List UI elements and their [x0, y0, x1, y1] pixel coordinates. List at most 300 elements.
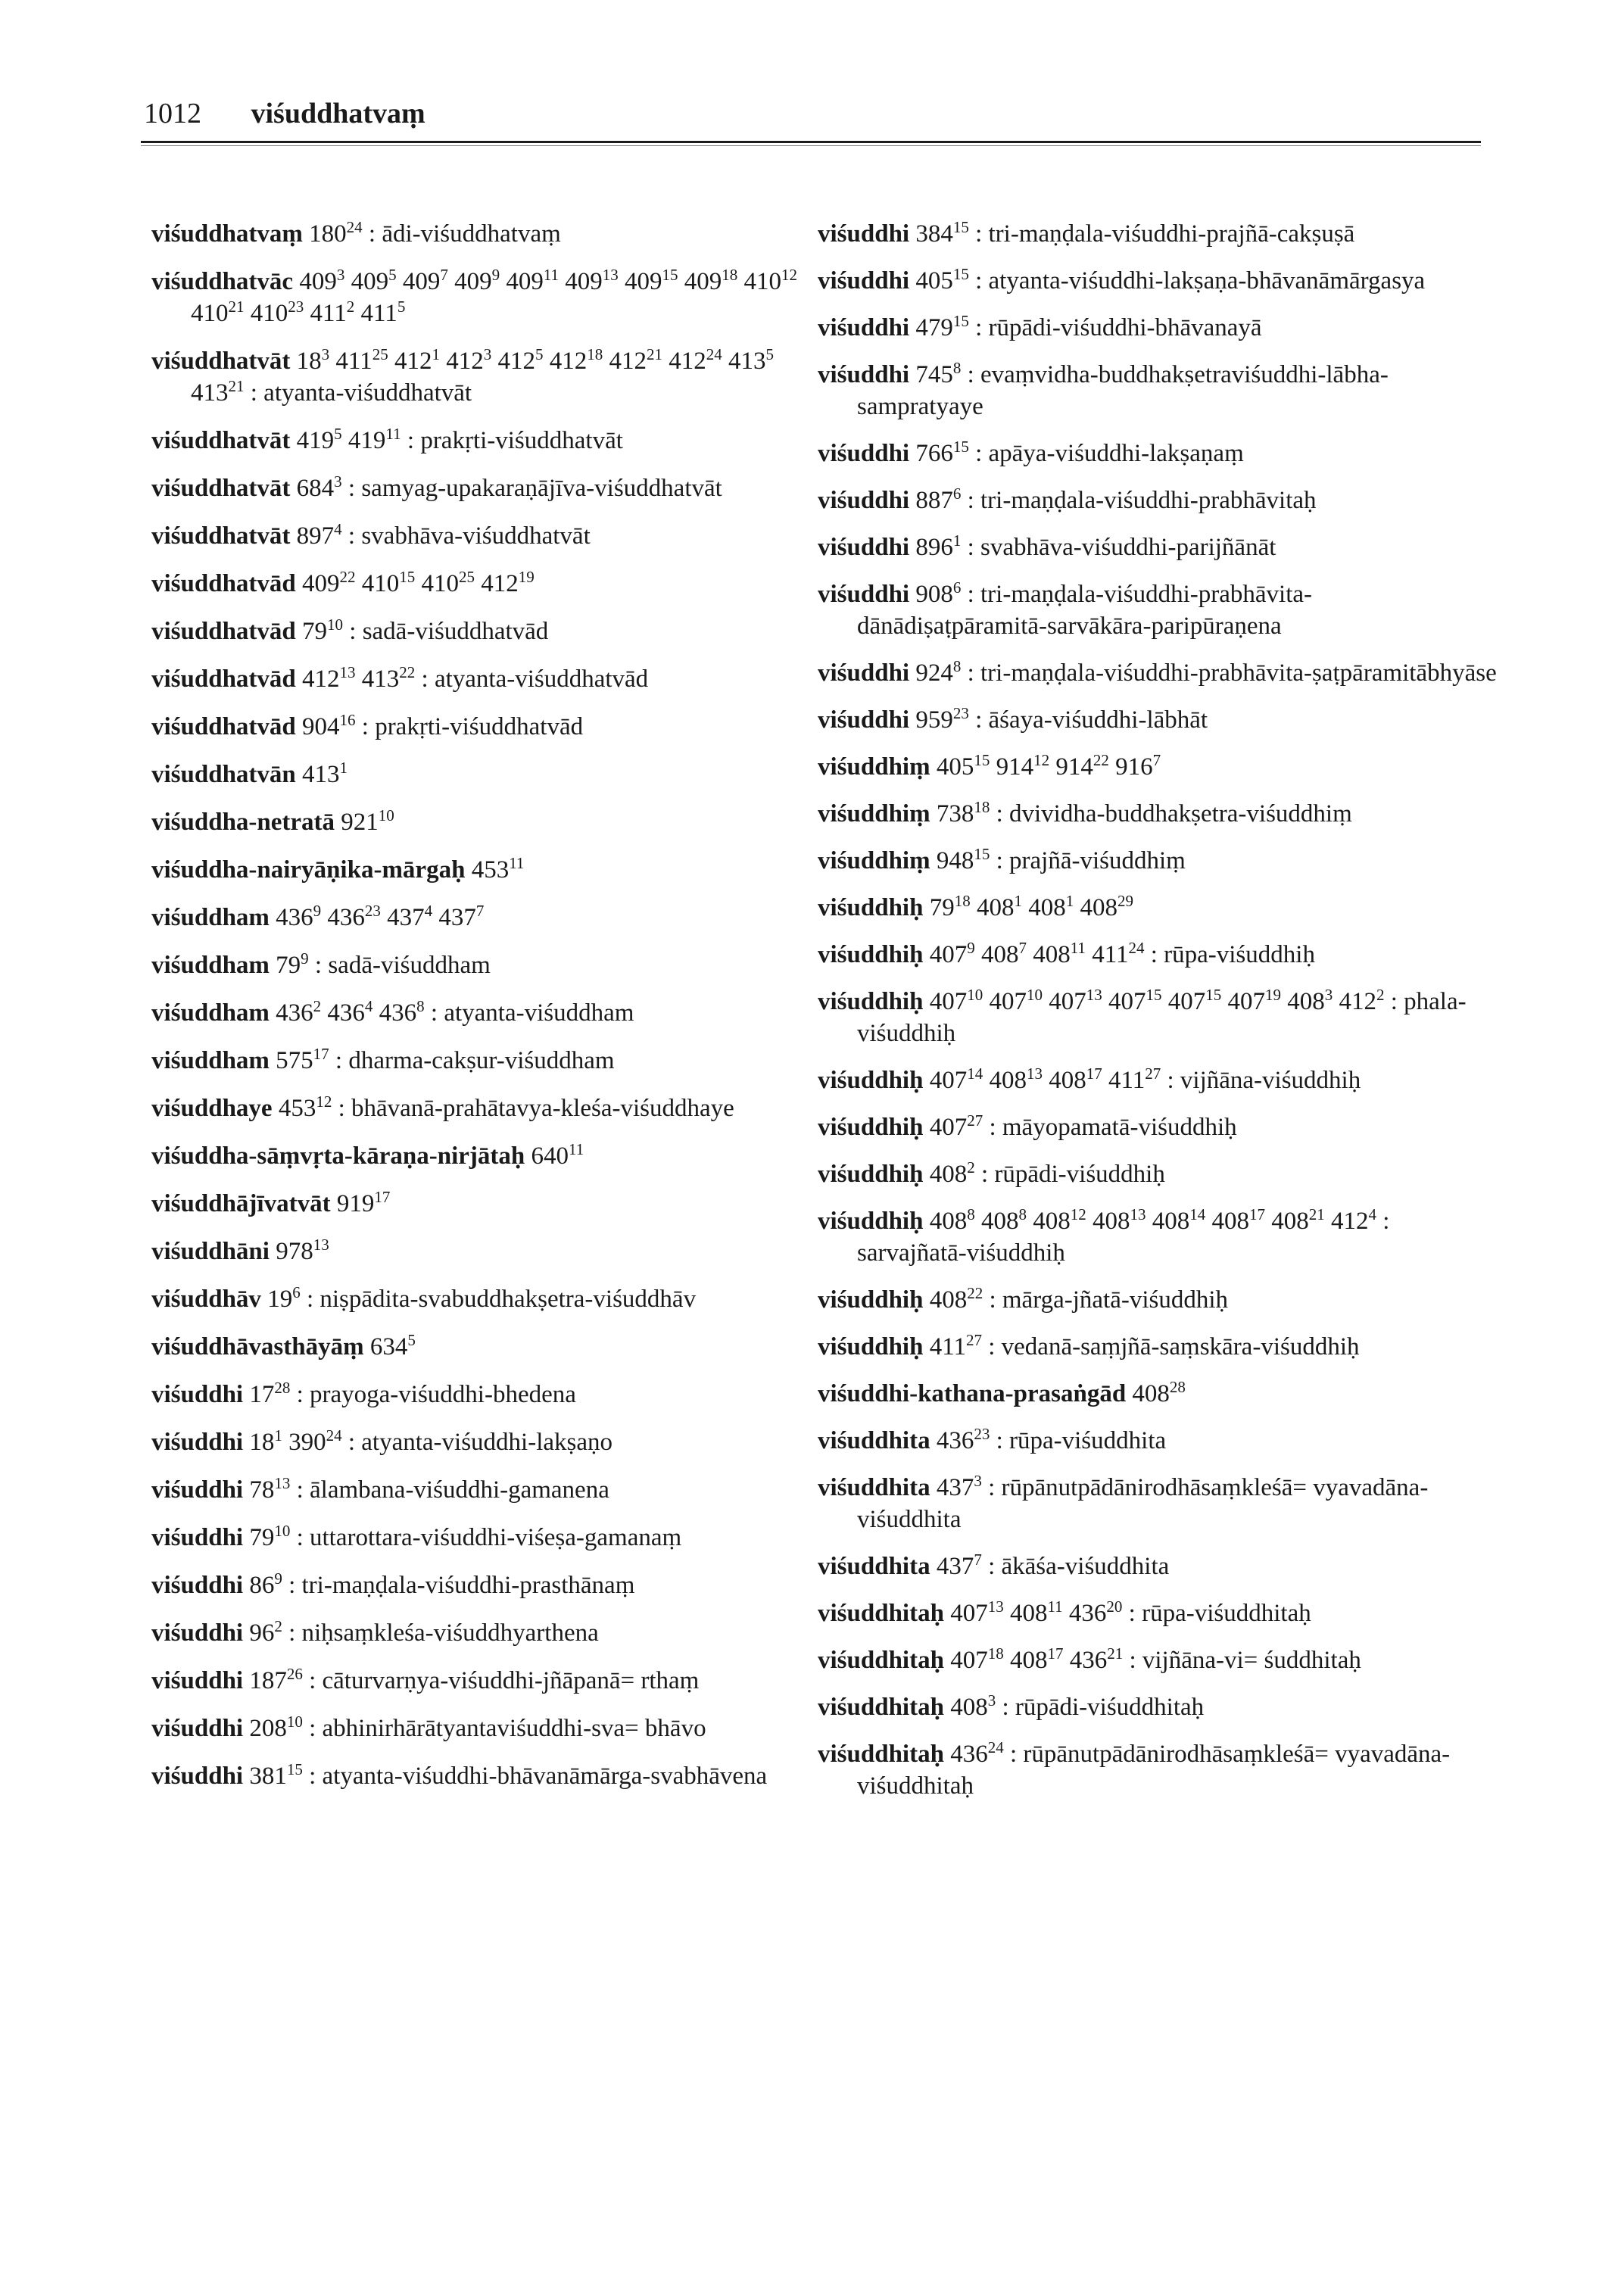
- page-reference: $921^{10}$: [341, 806, 394, 836]
- entry-context: uttarottara-viśuddhi-viśeṣa-gamanaṃ: [310, 1524, 682, 1551]
- page-reference: $453^{11}$: [471, 854, 525, 884]
- entry-headword: viśuddha-nairyāṇika-mārgaḥ: [151, 856, 466, 884]
- entry-context: atyanta-viśuddhi-lakṣaṇo: [361, 1429, 613, 1456]
- index-entry: viśuddhitaḥ $407^{18}$ $408^{17}$ $436^{21}$ : vijñāna-vi= śuddhitaḥ: [818, 1644, 1361, 1674]
- page-reference: $413^{21}$: [191, 377, 245, 407]
- page-reference: $978^{13}$: [276, 1236, 329, 1265]
- entry-headword: viśuddhi-kathana-prasaṅgād: [818, 1380, 1127, 1407]
- page-reference: $407^{10}$: [929, 986, 983, 1015]
- page-reference: $948^{15}$: [936, 845, 990, 874]
- entry-headword: viśuddhitaḥ: [818, 1647, 944, 1674]
- entry-context: niḥsaṃkleśa-viśuddhyarthena: [301, 1619, 599, 1647]
- index-entry: viśuddhi $405^{15}$ : atyanta-viśuddhi-lakṣaṇa-bhāvanāmārgasya: [818, 265, 1426, 295]
- page-reference: $408^{28}$: [1132, 1378, 1186, 1407]
- entry-context: abhinirhārātyantaviśuddhi-sva= bhāvo: [322, 1715, 706, 1742]
- page-reference: $436^9$: [276, 902, 322, 931]
- entry-headword: viśuddhi: [818, 314, 910, 341]
- index-entry: viśuddhi $959^{23}$ : āśaya-viśuddhi-lābhāt: [818, 704, 1208, 734]
- entry-context: atyanta-viśuddhatvāt: [263, 379, 472, 407]
- page-reference: $411^{27}$: [929, 1331, 982, 1361]
- entry-context: atyanta-viśuddham: [444, 999, 634, 1027]
- index-entry: viśuddhi $479^{15}$ : rūpādi-viśuddhi-bhāvanayā: [818, 312, 1262, 341]
- index-entry: viśuddhatvād $412^{13}$ $413^{22}$ : atyanta-viśuddhatvād: [151, 663, 649, 693]
- page-reference: $411^2$: [310, 298, 355, 327]
- entry-headword: viśuddhitaḥ: [818, 1694, 944, 1721]
- page-reference: $410^{25}$: [421, 568, 475, 597]
- entry-headword: viśuddhiḥ: [818, 1333, 924, 1361]
- page-reference: $409^{18}$: [684, 266, 738, 295]
- page-reference: $410^{21}$: [191, 298, 245, 327]
- entry-context: vijñāna-viśuddhiḥ: [1180, 1067, 1361, 1094]
- page-reference: $408^{11}$: [1033, 939, 1086, 968]
- entry-headword: viśuddhāv: [151, 1286, 261, 1313]
- entry-context: ākāśa-viśuddhita: [1001, 1553, 1170, 1580]
- index-entry: [151, 1188, 806, 1220]
- index-entry: [818, 1378, 1499, 1410]
- index-entry: viśuddhitaḥ $436^{24}$ : rūpānutpādānirodhāsaṃkleśā= vyavadāna-viśuddhitaḥ: [818, 1738, 1451, 1800]
- entry-headword: viśuddhāni: [151, 1238, 270, 1265]
- entry-headword: viśuddhiḥ: [818, 941, 924, 968]
- page-reference: $436^8$: [379, 997, 425, 1027]
- index-entry: [151, 1236, 806, 1267]
- entry-headword: viśuddhiḥ: [818, 1208, 924, 1235]
- index-entry: viśuddhi $896^1$ : svabhāva-viśuddhi-parijñānāt: [818, 531, 1276, 561]
- page-reference: $575^{17}$: [276, 1045, 329, 1074]
- index-entry: viśuddhitaḥ $407^{13}$ $408^{11}$ $436^{20}$ : rūpa-viśuddhitaḥ: [818, 1597, 1311, 1627]
- index-entry: viśuddhi $908^6$ : tri-maṇḍala-viśuddhi-prabhāvita-dānādiṣaṭpāramitā-sarvākāra-paripūraṇena: [818, 578, 1313, 640]
- entry-headword: viśuddhāvasthāyāṃ: [151, 1333, 364, 1361]
- page-reference: $408^8$: [980, 1205, 1027, 1235]
- entry-headword: viśuddham: [151, 999, 270, 1027]
- index-entry: viśuddhiḥ $407^9$ $408^7$ $408^{11}$ $411^{24}$ : rūpa-viśuddhiḥ: [818, 939, 1315, 968]
- entry-context: rūpādi-viśuddhitaḥ: [1015, 1694, 1205, 1721]
- entry-headword: viśuddhi: [151, 1763, 244, 1790]
- page-reference: $436^{23}$: [327, 902, 381, 931]
- page-reference: $408^1$: [1028, 892, 1074, 921]
- page-header: [144, 97, 425, 130]
- entry-headword: viśuddhiṃ: [818, 847, 930, 874]
- index-entry: viśuddhi $18^1$ $390^{24}$ : atyanta-viśuddhi-lakṣaṇo: [151, 1426, 613, 1456]
- entry-headword: viśuddhi: [151, 1524, 244, 1551]
- entry-headword: viśuddhatvād: [151, 665, 296, 693]
- index-entry: viśuddhiḥ $407^{10}$ $407^{10}$ $407^{13}$ $407^{15}$ $407^{15}$ $407^{19}$ $408^3$ $412^2$ : phala-viśuddhiḥ: [818, 986, 1467, 1047]
- page-reference: $409^3$: [299, 266, 345, 295]
- entry-context: sadā-viśuddhatvād: [362, 618, 549, 645]
- entry-context: ālambana-viśuddhi-gamanena: [310, 1476, 609, 1504]
- page-reference: $479^{15}$: [915, 312, 969, 341]
- page-reference: $408^{22}$: [929, 1284, 983, 1314]
- index-entry: viśuddhiḥ $407^{14}$ $408^{13}$ $408^{17}$ $411^{27}$ : vijñāna-viśuddhiḥ: [818, 1064, 1361, 1094]
- page-reference: $79^9$: [276, 949, 309, 979]
- entry-context: prakṛti-viśuddhatvād: [375, 713, 584, 740]
- entry-context: vijñāna-vi= śuddhitaḥ: [1142, 1647, 1361, 1674]
- page-reference: $959^{23}$: [915, 704, 969, 734]
- entry-headword: viśuddhi: [151, 1619, 244, 1647]
- page-reference: $887^6$: [915, 485, 962, 514]
- entry-context: tri-maṇḍala-viśuddhi-prabhāvita-dānādiṣaṭpāramitā-sarvākāra-paripūraṇena: [857, 581, 1313, 640]
- entry-headword: viśuddhatvād: [151, 570, 296, 597]
- entry-context: āśaya-viśuddhi-lābhāt: [988, 706, 1208, 734]
- entry-headword: viśuddhiṃ: [818, 753, 930, 781]
- entry-context: sarvajñatā-viśuddhiḥ: [857, 1239, 1065, 1267]
- page-reference: $410^{15}$: [361, 568, 416, 597]
- page-reference: $412^{13}$: [302, 663, 356, 693]
- entry-headword: viśuddhi: [151, 1381, 244, 1408]
- entry-headword: viśuddhi: [818, 440, 910, 467]
- entry-headword: viśuddhita: [818, 1553, 930, 1580]
- entry-context: svabhāva-viśuddhatvāt: [361, 522, 591, 550]
- page-reference: $408^1$: [976, 892, 1022, 921]
- entry-context: tri-maṇḍala-viśuddhi-prasthānaṃ: [301, 1572, 635, 1599]
- page-reference: $410^{12}$: [743, 266, 798, 295]
- page-reference: $914^{22}$: [1055, 751, 1109, 781]
- page-reference: $738^{18}$: [936, 798, 990, 828]
- page-reference: $409^7$: [402, 266, 448, 295]
- entry-context: ādi-viśuddhatvaṃ: [382, 220, 561, 248]
- entry-headword: viśuddhitaḥ: [818, 1600, 944, 1627]
- page-reference: $412^2$: [1339, 986, 1385, 1015]
- entry-context: atyanta-viśuddhatvād: [434, 665, 649, 693]
- page-reference: $405^{15}$: [915, 265, 969, 295]
- page-reference: $437^7$: [438, 902, 485, 931]
- page-reference: $413^5$: [728, 345, 774, 375]
- index-entry: viśuddhatvād $904^{16}$ : prakṛti-viśuddhatvād: [151, 711, 584, 740]
- page-reference: $904^{16}$: [302, 711, 356, 740]
- entry-context: niṣpādita-svabuddhakṣetra-viśuddhāv: [320, 1286, 697, 1313]
- page-reference: $79^{10}$: [249, 1522, 291, 1551]
- index-entry: viśuddhi $384^{15}$ : tri-maṇḍala-viśuddhi-prajñā-cakṣuṣā: [818, 218, 1355, 248]
- entry-context: atyanta-viśuddhi-bhāvanāmārga-svabhāvena: [322, 1763, 768, 1790]
- page-reference: $908^6$: [915, 578, 962, 608]
- entry-context: prakṛti-viśuddhatvāt: [420, 427, 623, 454]
- entry-headword: viśuddhatvāt: [151, 427, 291, 454]
- index-entry: [818, 751, 1499, 783]
- entry-context: dharma-cakṣur-viśuddham: [348, 1047, 615, 1074]
- entry-headword: viśuddhiḥ: [818, 1161, 924, 1188]
- entry-headword: viśuddham: [151, 952, 270, 979]
- page-reference: $412^3$: [446, 345, 492, 375]
- index-entry: viśuddham $575^{17}$ : dharma-cakṣur-viśuddham: [151, 1045, 615, 1074]
- page-reference: $419^{11}$: [348, 425, 401, 454]
- entry-context: rūpādi-viśuddhi-bhāvanayā: [988, 314, 1262, 341]
- entry-context: vedanā-saṃjñā-saṃskāra-viśuddhiḥ: [1001, 1333, 1360, 1361]
- entry-headword: viśuddhi: [818, 581, 910, 608]
- page-reference: $381^{15}$: [249, 1760, 303, 1790]
- page-reference: $208^{10}$: [249, 1713, 303, 1742]
- index-entry: viśuddhiḥ $411^{27}$ : vedanā-saṃjñā-saṃskāra-viśuddhiḥ: [818, 1331, 1360, 1361]
- index-entry: [818, 892, 1499, 924]
- page-reference: $914^{12}$: [996, 751, 1050, 781]
- page-reference: $436^4$: [327, 997, 373, 1027]
- index-entry: viśuddhiṃ $738^{18}$ : dvividha-buddhakṣetra-viśuddhiṃ: [818, 798, 1352, 828]
- entry-context: atyanta-viśuddhi-lakṣaṇa-bhāvanāmārgasya: [988, 267, 1426, 295]
- page-reference: $390^{24}$: [288, 1426, 342, 1456]
- page-reference: $412^1$: [394, 345, 440, 375]
- index-entry: viśuddhi $745^8$ : evaṃvidha-buddhakṣetraviśuddhi-lābha-sampratyaye: [818, 359, 1389, 420]
- page-reference: $79^{18}$: [929, 892, 971, 921]
- entry-headword: viśuddhatvād: [151, 713, 296, 740]
- page-reference: $412^4$: [1330, 1205, 1376, 1235]
- index-entry: viśuddhi $887^6$ : tri-maṇḍala-viśuddhi-prabhāvitaḥ: [818, 485, 1317, 514]
- page-reference: $18^1$: [249, 1426, 282, 1456]
- index-entry: viśuddhatvāt $419^5$ $419^{11}$ : prakṛti-viśuddhatvāt: [151, 425, 623, 454]
- entry-headword: viśuddhatvān: [151, 761, 296, 788]
- page-reference: $436^{20}$: [1068, 1597, 1123, 1627]
- index-entry: viśuddhāv $19^6$ : niṣpādita-svabuddhakṣetra-viśuddhāv: [151, 1283, 697, 1313]
- index-entry: viśuddhi $208^{10}$ : abhinirhārātyantaviśuddhi-sva= bhāvo: [151, 1713, 706, 1742]
- entry-headword: viśuddhiṃ: [818, 800, 930, 828]
- page-reference: $407^{14}$: [929, 1064, 983, 1094]
- page-reference: $409^5$: [351, 266, 397, 295]
- page-reference: $78^{13}$: [249, 1474, 291, 1504]
- entry-headword: viśuddhi: [818, 534, 910, 561]
- index-entry: viśuddhi $924^8$ : tri-maṇḍala-viśuddhi-prabhāvita-ṣaṭpāramitābhyāse: [818, 657, 1497, 687]
- index-entry: viśuddhiḥ $408^{22}$ : mārga-jñatā-viśuddhiḥ: [818, 1284, 1229, 1314]
- page-reference: $766^{15}$: [915, 438, 969, 467]
- page-reference: $407^9$: [929, 939, 975, 968]
- page-reference: $407^{13}$: [950, 1597, 1004, 1627]
- page-reference: $96^2$: [249, 1617, 282, 1647]
- entry-headword: viśuddhi: [151, 1429, 244, 1456]
- entry-headword: viśuddhi: [818, 706, 910, 734]
- page-reference: $408^{11}$: [1009, 1597, 1063, 1627]
- index-entry: viśuddhi $381^{15}$ : atyanta-viśuddhi-bhāvanāmārga-svabhāvena: [151, 1760, 768, 1790]
- page-reference: $437^4$: [387, 902, 433, 931]
- index-entry: viśuddhatvād $79^{10}$ : sadā-viśuddhatvād: [151, 616, 549, 645]
- index-entry: viśuddham $79^9$ : sadā-viśuddham: [151, 949, 491, 979]
- entry-headword: viśuddhi: [818, 487, 910, 514]
- index-entry: viśuddhi $17^{28}$ : prayoga-viśuddhi-bhedena: [151, 1379, 576, 1408]
- entry-headword: viśuddhi: [151, 1572, 244, 1599]
- page-reference: $86^9$: [249, 1569, 282, 1599]
- index-entry: viśuddham $436^2$ $436^4$ $436^8$ : atyanta-viśuddham: [151, 997, 634, 1027]
- running-headword: viśuddhatvaṃ: [251, 98, 425, 129]
- entry-context: rūpa-viśuddhitaḥ: [1142, 1600, 1311, 1627]
- page-reference: $408^2$: [929, 1158, 975, 1188]
- right-column: [818, 218, 1499, 1817]
- entry-context: sadā-viśuddham: [328, 952, 491, 979]
- entry-context: mārga-jñatā-viśuddhiḥ: [1002, 1286, 1229, 1314]
- index-entry: [151, 1331, 806, 1363]
- index-entry: viśuddhi $187^{26}$ : cāturvarṇya-viśuddhi-jñāpanā= rthaṃ: [151, 1665, 700, 1694]
- page-reference: $408^{17}$: [1211, 1205, 1265, 1235]
- page-reference: $408^3$: [950, 1691, 996, 1721]
- index-entry: viśuddhatvāt $897^4$ : svabhāva-viśuddhatvāt: [151, 520, 591, 550]
- page-reference: $17^{28}$: [249, 1379, 291, 1408]
- page-reference: $409^{11}$: [506, 266, 560, 295]
- page-reference: $408^{17}$: [1049, 1064, 1102, 1094]
- page-reference: $412^{21}$: [609, 345, 662, 375]
- page-reference: $919^{17}$: [336, 1188, 391, 1217]
- entry-context: māyopamatā-viśuddhiḥ: [1002, 1114, 1237, 1141]
- entry-context: apāya-viśuddhi-lakṣaṇaṃ: [988, 440, 1244, 467]
- entry-headword: viśuddhiḥ: [818, 988, 924, 1015]
- entry-headword: viśuddhājīvatvāt: [151, 1190, 331, 1217]
- page-reference: $411^{27}$: [1108, 1064, 1161, 1094]
- page-reference: $18^3$: [296, 345, 330, 375]
- page-reference: $408^{12}$: [1033, 1205, 1086, 1235]
- page-reference: $411^{24}$: [1092, 939, 1145, 968]
- entry-headword: viśuddhi: [818, 267, 910, 295]
- entry-headword: viśuddhi: [818, 220, 910, 248]
- index-entry: viśuddhiḥ $408^8$ $408^8$ $408^{12}$ $408^{13}$ $408^{14}$ $408^{17}$ $408^{21}$ $412^4$ : sarvajñatā-viśuddhiḥ: [818, 1205, 1390, 1267]
- page-reference: $407^{18}$: [950, 1644, 1004, 1674]
- entry-headword: viśuddhita: [818, 1474, 930, 1501]
- index-entry: viśuddhiḥ $407^{27}$ : māyopamatā-viśuddhiḥ: [818, 1111, 1237, 1141]
- entry-context: rūpa-viśuddhiḥ: [1164, 941, 1315, 968]
- index-entry: [151, 806, 806, 838]
- page-reference: $436^2$: [276, 997, 322, 1027]
- entry-context: samyag-upakaraṇājīva-viśuddhatvāt: [361, 475, 722, 502]
- entry-headword: viśuddhatvaṃ: [151, 220, 303, 248]
- index-entry: viśuddhiṃ $948^{15}$ : prajñā-viśuddhiṃ: [818, 845, 1186, 874]
- page-reference: $436^{21}$: [1069, 1644, 1124, 1674]
- index-entry: viśuddhiḥ $408^2$ : rūpādi-viśuddhiḥ: [818, 1158, 1165, 1188]
- entry-headword: viśuddhatvād: [151, 618, 296, 645]
- index-entry: [151, 854, 806, 886]
- page-reference: $410^{23}$: [250, 298, 304, 327]
- index-entry: [151, 568, 806, 600]
- index-entry: [151, 759, 806, 790]
- entry-context: rūpānutpādānirodhāsaṃkleśā= vyavadāna-viśuddhitaḥ: [857, 1741, 1451, 1800]
- entry-context: tri-maṇḍala-viśuddhi-prabhāvita-ṣaṭpāramitābhyāse: [980, 659, 1497, 687]
- page-reference: $408^{21}$: [1271, 1205, 1325, 1235]
- page-reference: $924^8$: [915, 657, 962, 687]
- page-reference: $412^{19}$: [481, 568, 535, 597]
- page-reference: $407^{19}$: [1227, 986, 1281, 1015]
- entry-headword: viśuddhiḥ: [818, 1286, 924, 1314]
- entry-headword: viśuddhatvāc: [151, 268, 294, 295]
- page-reference: $408^3$: [1287, 986, 1333, 1015]
- entry-context: tri-maṇḍala-viśuddhi-prabhāvitaḥ: [980, 487, 1317, 514]
- entry-headword: viśuddhatvāt: [151, 475, 291, 502]
- index-entry: viśuddhita $437^3$ : rūpānutpādānirodhāsaṃkleśā= vyavadāna-viśuddhita: [818, 1472, 1429, 1533]
- index-entry: viśuddhi $79^{10}$ : uttarottara-viśuddhi-viśeṣa-gamanaṃ: [151, 1522, 682, 1551]
- page-reference: $408^{14}$: [1152, 1205, 1206, 1235]
- index-entry: viśuddhatvāt $684^3$ : samyag-upakaraṇājīva-viśuddhatvāt: [151, 472, 722, 502]
- index-entry: viśuddhi $86^9$ : tri-maṇḍala-viśuddhi-prasthānaṃ: [151, 1569, 635, 1599]
- entry-headword: viśuddha-sāṃvṛta-kāraṇa-nirjātaḥ: [151, 1142, 525, 1170]
- page-reference: $436^{23}$: [936, 1425, 990, 1454]
- page-reference: $745^8$: [915, 359, 962, 388]
- index-entry: viśuddhi $766^{15}$ : apāya-viśuddhi-lakṣaṇaṃ: [818, 438, 1244, 467]
- page-reference: $408^8$: [929, 1205, 975, 1235]
- left-column: [151, 218, 806, 1808]
- page-reference: $684^3$: [296, 472, 342, 502]
- page-reference: $408^{29}$: [1080, 892, 1133, 921]
- index-entry: [151, 902, 806, 933]
- entry-headword: viśuddhaye: [151, 1095, 273, 1122]
- page-reference: $916^7$: [1115, 751, 1161, 781]
- page-reference: $407^{10}$: [989, 986, 1043, 1015]
- entry-headword: viśuddhi: [151, 1667, 244, 1694]
- entry-headword: viśuddhatvāt: [151, 522, 291, 550]
- page-reference: $79^{10}$: [302, 616, 344, 645]
- index-entry: viśuddhita $437^7$ : ākāśa-viśuddhita: [818, 1551, 1170, 1580]
- index-entry: [151, 266, 806, 329]
- entry-context: dvividha-buddhakṣetra-viśuddhiṃ: [1009, 800, 1352, 828]
- page-reference: $187^{26}$: [249, 1665, 303, 1694]
- page-reference: $407^{27}$: [929, 1111, 983, 1141]
- page-reference: $411^5$: [360, 298, 406, 327]
- entry-context: bhāvanā-prahātavya-kleśa-viśuddhaye: [351, 1095, 734, 1122]
- entry-context: cāturvarṇya-viśuddhi-jñāpanā= rthaṃ: [322, 1667, 700, 1694]
- entry-context: rūpa-viśuddhita: [1009, 1427, 1167, 1454]
- page-reference: $408^{13}$: [1092, 1205, 1146, 1235]
- entry-headword: viśuddhi: [151, 1715, 244, 1742]
- page-reference: $408^{13}$: [989, 1064, 1043, 1094]
- entry-headword: viśuddhitaḥ: [818, 1741, 944, 1768]
- page-reference: $408^7$: [980, 939, 1027, 968]
- entry-context: rūpādi-viśuddhiḥ: [994, 1161, 1165, 1188]
- entry-headword: viśuddhi: [818, 361, 910, 388]
- page-reference: $19^6$: [267, 1283, 301, 1313]
- index-entry: viśuddhatvāt $18^3$ $411^{25}$ $412^1$ $412^3$ $412^5$ $412^{18}$ $412^{21}$ $412^{24}$ $413^5$ $413^{21}$ : atyanta-viśuddhatvāt: [151, 345, 774, 407]
- index-entry: [151, 1140, 806, 1172]
- entry-headword: viśuddhiḥ: [818, 894, 924, 921]
- index-entry: viśuddhatvaṃ $180^{24}$ : ādi-viśuddhatvaṃ: [151, 218, 561, 248]
- page-reference: $409^{22}$: [302, 568, 356, 597]
- page-reference: $453^{12}$: [278, 1092, 332, 1122]
- index-entry: viśuddhitaḥ $408^3$ : rūpādi-viśuddhitaḥ: [818, 1691, 1205, 1721]
- header-rule: [141, 141, 1481, 143]
- page-reference: $384^{15}$: [915, 218, 969, 248]
- page-reference: $412^{18}$: [549, 345, 603, 375]
- page-reference: $419^5$: [296, 425, 342, 454]
- page-reference: $408^{17}$: [1009, 1644, 1064, 1674]
- entry-context: svabhāva-viśuddhi-parijñānāt: [980, 534, 1276, 561]
- entry-headword: viśuddham: [151, 904, 270, 931]
- page-reference: $407^{15}$: [1108, 986, 1162, 1015]
- page-reference: $640^{11}$: [531, 1140, 584, 1170]
- page-reference: $437^7$: [936, 1551, 982, 1580]
- entry-context: tri-maṇḍala-viśuddhi-prajñā-cakṣuṣā: [988, 220, 1355, 248]
- page-reference: $412^{24}$: [669, 345, 722, 375]
- page-reference: $412^5$: [497, 345, 544, 375]
- entry-context: rūpānutpādānirodhāsaṃkleśā= vyavadāna-viśuddhita: [857, 1474, 1429, 1533]
- page-reference: $897^4$: [296, 520, 342, 550]
- entry-headword: viśuddhi: [818, 659, 910, 687]
- page-reference: $409^{15}$: [625, 266, 678, 295]
- page-reference: $405^{15}$: [936, 751, 990, 781]
- entry-headword: viśuddham: [151, 1047, 270, 1074]
- page-reference: $436^{24}$: [950, 1738, 1004, 1768]
- entry-context: phala-viśuddhiḥ: [857, 988, 1467, 1047]
- page-reference: $180^{24}$: [309, 218, 363, 248]
- page-reference: $409^9$: [454, 266, 500, 295]
- page-reference: $407^{15}$: [1167, 986, 1222, 1015]
- entry-headword: viśuddhi: [151, 1476, 244, 1504]
- entry-context: prayoga-viśuddhi-bhedena: [310, 1381, 576, 1408]
- page-reference: $411^{25}$: [335, 345, 388, 375]
- page-reference: $634^5$: [369, 1331, 416, 1361]
- entry-headword: viśuddha-netratā: [151, 809, 335, 836]
- entry-context: prajñā-viśuddhiṃ: [1009, 847, 1186, 874]
- page-number: 1012: [144, 98, 201, 129]
- entry-headword: viśuddhiḥ: [818, 1067, 924, 1094]
- page-reference: $896^1$: [915, 531, 962, 561]
- header-rule-thin: [141, 145, 1481, 146]
- page-reference: $437^3$: [936, 1472, 982, 1501]
- page-reference: $413^1$: [302, 759, 348, 788]
- page-reference: $413^{22}$: [361, 663, 416, 693]
- entry-headword: viśuddhita: [818, 1427, 930, 1454]
- index-entry: viśuddhaye $453^{12}$ : bhāvanā-prahātavya-kleśa-viśuddhaye: [151, 1092, 734, 1122]
- index-entry: viśuddhita $436^{23}$ : rūpa-viśuddhita: [818, 1425, 1167, 1454]
- entry-context: evaṃvidha-buddhakṣetraviśuddhi-lābha-sampratyaye: [857, 361, 1389, 420]
- index-entry: viśuddhi $96^2$ : niḥsaṃkleśa-viśuddhyarthena: [151, 1617, 599, 1647]
- page-reference: $407^{13}$: [1049, 986, 1102, 1015]
